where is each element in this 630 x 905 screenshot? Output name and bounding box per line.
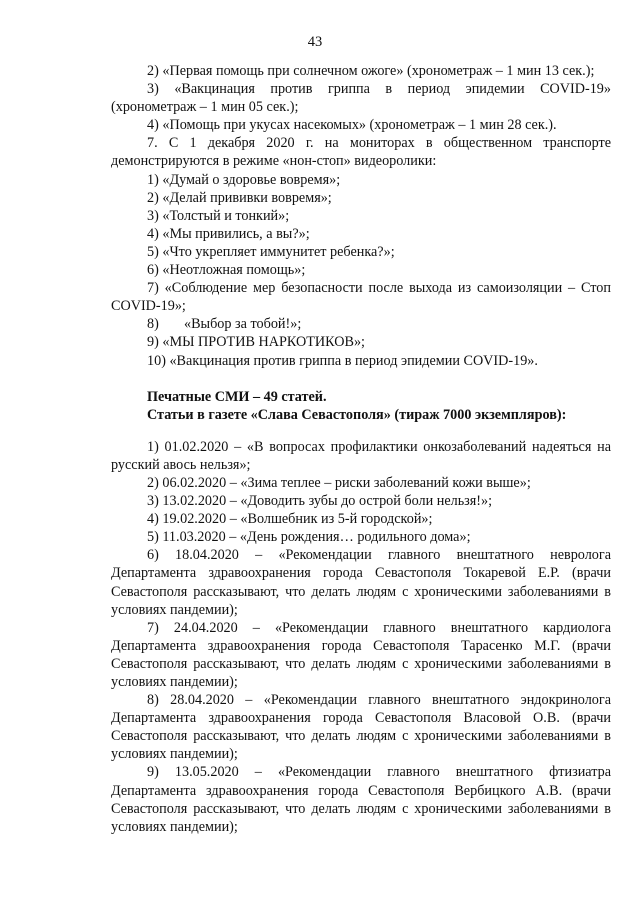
page-number: 43: [307, 34, 323, 50]
page-content: [111, 62, 611, 836]
list-item-video: [111, 315, 611, 333]
list-item-article: 7) 24.04.2020 – «Рекомендации главного внештатного кардиолога Департамента здравоохранения города Севастополя Тарасенко М.Г. (врачи Севастополя рассказывают, что делать людям с хроническими заболеваниями в условиях пандемии);: [111, 619, 611, 690]
paragraph-video-flu-vaccination: 3) «Вакцинация против гриппа в период эпидемии COVID-19» (хронометраж – 1 мин 05 сек.);: [111, 81, 611, 116]
list-item-article: 3) 13.02.2020 – «Доводить зубы до острой боли нельзя!»;: [147, 493, 493, 510]
list-item-video: 4) «Мы привились, а вы?»;: [147, 225, 310, 242]
list-item-article: 6) 18.04.2020 – «Рекомендации главного внештатного невролога Департамента здравоохранения города Севастополя Токаревой Е.Р. (врачи Севастополя рассказывают, что делать людям с хроническими заболеваниями в условиях пандемии);: [111, 547, 611, 618]
list-item-article: 9) 13.05.2020 – «Рекомендации главного внештатного фтизиатра Департамента здравоохранения города Севастополя Вербицкого А.В. (врачи Севастополя рассказывают, что делать людям с хроническими заболеваниями в условиях пандемии);: [111, 764, 611, 835]
list-item-article: 5) 11.03.2020 – «День рождения… родильного дома»;: [147, 529, 471, 546]
list-item-video: 5) «Что укрепляет иммунитет ребенка?»;: [147, 243, 395, 260]
list-item-text: «Выбор за тобой!»;: [184, 316, 302, 333]
list-item-video: 7) «Соблюдение мер безопасности после выхода из самоизоляции – Стоп COVID-19»;: [111, 280, 611, 315]
paragraph-section-7: 7. С 1 декабря 2020 г. на мониторах в общественном транспорте демонстрируются в режиме «нон-стоп» видеоролики:: [111, 135, 611, 170]
list-item-article: 4) 19.02.2020 – «Волшебник из 5-й городской»;: [147, 511, 433, 528]
list-item-article: 8) 28.04.2020 – «Рекомендации главного внештатного эндокринолога Департамента здравоохранения города Севастополя Власовой О.В. (врачи Севастополя рассказывают, что делать людям с хроническими заболеваниями в условиях пандемии);: [111, 692, 611, 763]
list-item-video: 10) «Вакцинация против гриппа в период эпидемии COVID-19».: [147, 352, 538, 369]
list-item-article: 2) 06.02.2020 – «Зима теплее – риски заболеваний кожи выше»;: [147, 474, 531, 491]
list-item-article: 1) 01.02.2020 – «В вопросах профилактики онкозаболеваний надеяться на русский авось нельзя»;: [111, 438, 611, 473]
print-media-heading: Печатные СМИ – 49 статей.: [147, 388, 327, 405]
list-item-video: 9) «МЫ ПРОТИВ НАРКОТИКОВ»;: [147, 334, 365, 351]
list-item-video: 1) «Думай о здоровье вовремя»;: [147, 171, 341, 188]
list-item-number: 8): [147, 316, 159, 333]
newspaper-heading: Статьи в газете «Слава Севастополя» (тираж 7000 экземпляров):: [147, 406, 567, 423]
paragraph-video-sunburn: 2) «Первая помощь при солнечном ожоге» (хронометраж – 1 мин 13 сек.);: [147, 63, 595, 79]
list-item-video: 6) «Неотложная помощь»;: [147, 262, 306, 279]
list-item-video: 3) «Толстый и тонкий»;: [147, 207, 290, 224]
list-item-video: 2) «Делай прививки вовремя»;: [147, 189, 332, 206]
paragraph-video-insect-bites: 4) «Помощь при укусах насекомых» (хронометраж – 1 мин 28 сек.).: [147, 117, 557, 134]
